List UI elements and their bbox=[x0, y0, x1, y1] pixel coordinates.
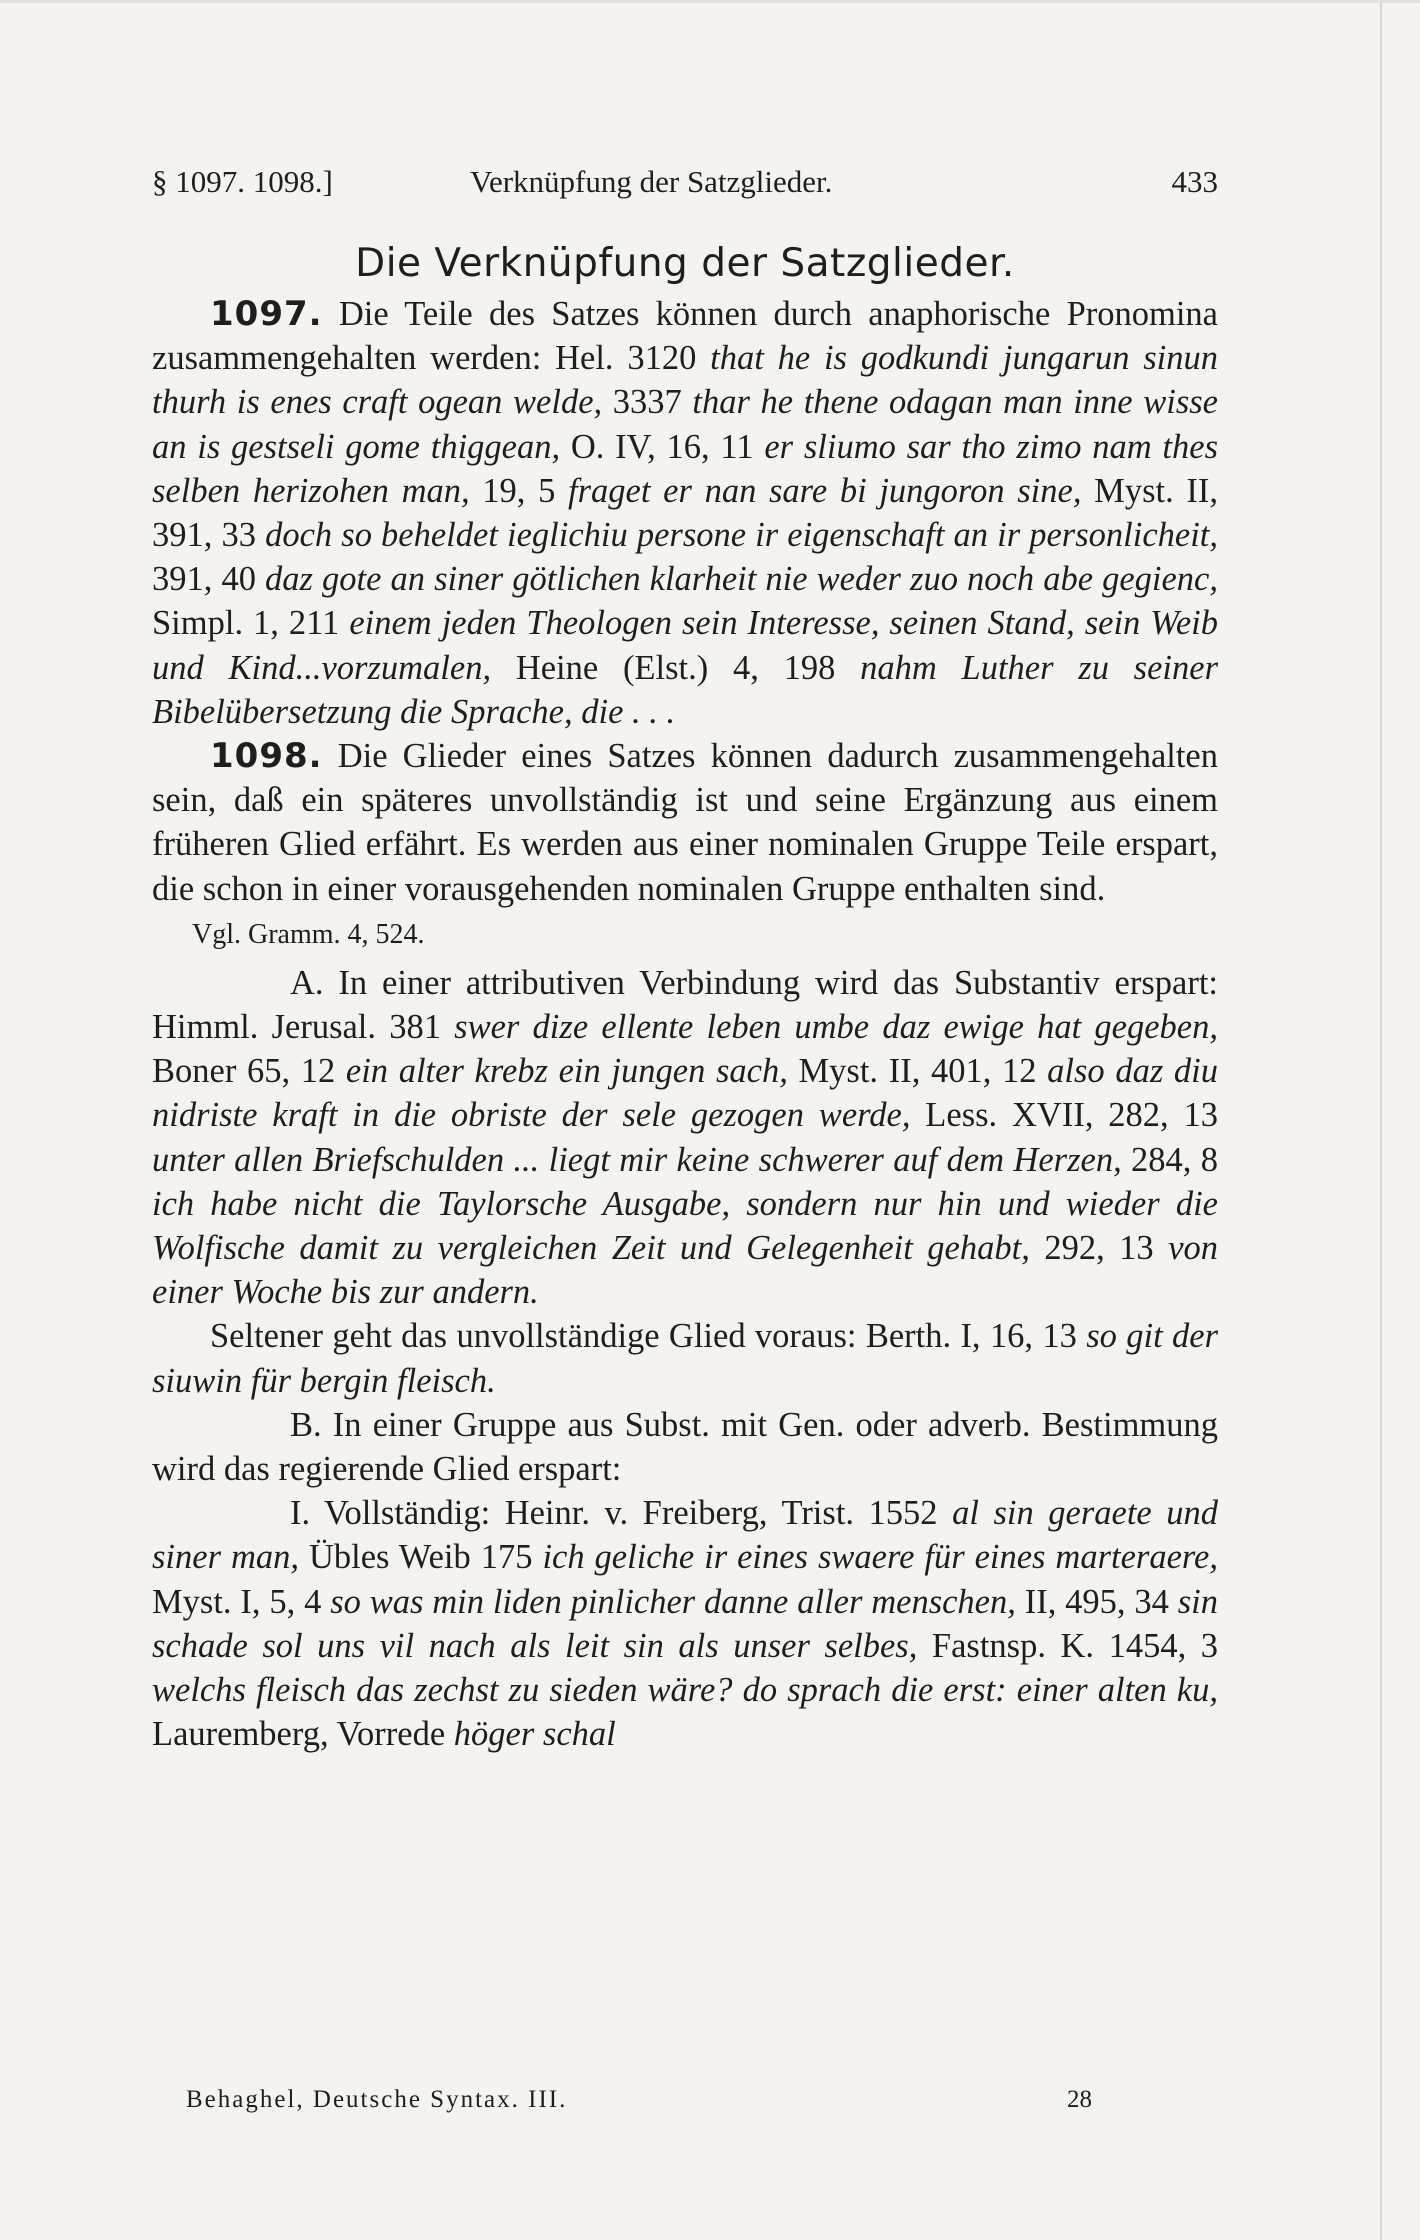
citation: ein alter krebz ein jungen sach, bbox=[345, 1052, 788, 1091]
citation: welchs fleisch das zechst zu sieden wäre? do sprach die erst: einer alten ku, bbox=[152, 1671, 1218, 1710]
citation: daz gote an siner götlichen klarheit nie weder zuo noch abe gegienc, bbox=[265, 560, 1218, 599]
header-running-title: Verknüpfung der Satzglieder. bbox=[470, 164, 833, 199]
paragraph-1097: 1097. Die Teile des Satzes können durch anaphorische Pronomina zusammengehalten werden: Hel. 3120 that he is godkundi jungarun sinun thurh is enes craft ogean welde, 3337 thar he thene odagan man inne wisse an is gestseli gome thiggean, O. IV, 16, 11 er sliumo sar tho zimo nam thes selben herizohen man, 19, 5 fraget er nan sare bi jungoron sine, Myst. II, 391, 33 doch so beheldet ieglichiu persone ir eigenschaft an ir personlicheit, 391, 40 daz gote an siner götlichen klarheit nie weder zuo noch abe gegienc, Simpl. 1, 211 einem jeden Theologen sein Interesse, seinen Stand, sein Weib und Kind...vorzumalen, Heine (Elst.) 4, 198 nahm Luther zu seiner Bibelübersetzung die Sprache, die . . . bbox=[152, 294, 1218, 731]
paragraph-section-a: A. In einer attributiven Verbindung wird das Substantiv erspart: Himml. Jerusal. 381 swer dize ellente leben umbe daz ewige hat gegeben, Boner 65, 12 ein alter krebz ein jungen sach, Myst. II, 401, 12 also daz diu nidriste kraft in die obriste der sele gezogen werde, Less. XVII, 282, 13 unter allen Briefschulden ... liegt mir keine schwerer auf dem Herzen, 284, 8 ich habe nicht die Taylorsche Ausgabe, sondern nur hin und wieder die Wolfische damit zu vergleichen Zeit und Gelegenheit gehabt, 292, 13 von einer Woche bis zur andern. bbox=[152, 963, 1219, 1312]
citation: so git der siuwin für bergin fleisch. bbox=[152, 1317, 1218, 1400]
paragraph-section-b-i: I. Vollständig: Heinr. v. Freiberg, Trist. 1552 al sin geraete und siner man, Übles Weib 175 ich geliche ir eines swaere für eines marteraere, Myst. I, 5, 4 so was min liden pinlicher danne aller menschen, II, 495, 34 sin schade sol uns vil nach als leit sin als unser selbes, Fastnsp. K. 1454, 3 welchs fleisch das zechst zu sieden wäre? do sprach die erst: einer alten ku, Lauremberg, Vorrede höger schal bbox=[152, 1494, 1219, 1754]
citation: fraget er nan sare bi jungoron sine, bbox=[568, 471, 1082, 510]
footer-signature-mark: 28 bbox=[1067, 2086, 1092, 2113]
section-number-1098: 1098. bbox=[210, 736, 323, 777]
citation: al sin geraete und siner man, bbox=[152, 1494, 1219, 1577]
header-section-range: § 1097. 1098.] bbox=[152, 164, 333, 199]
citation: von einer Woche bis zur andern. bbox=[152, 1229, 1219, 1312]
page-footer bbox=[186, 2082, 1092, 2118]
paragraph-seltener: Seltener geht das unvollständige Glied voraus: Berth. I, 16, 13 so git der siuwin für bergin fleisch. bbox=[152, 1317, 1218, 1400]
citation: unter allen Briefschulden ... liegt mir keine schwerer auf dem Herzen, bbox=[152, 1140, 1122, 1179]
citation: nahm Luther zu seiner Bibelübersetzung die Sprache, die . . . bbox=[152, 648, 1218, 731]
citation: ich habe nicht die Taylorsche Ausgabe, sondern nur hin und wieder die Wolfische damit zu vergleichen Zeit und Gelegenheit gehabt, bbox=[152, 1184, 1218, 1268]
citation: er sliumo sar tho zimo nam thes selben herizohen man, bbox=[152, 427, 1218, 510]
citation: ich geliche ir eines swaere für eines marteraere, bbox=[542, 1538, 1218, 1577]
footer-author-title: Behaghel, Deutsche Syntax. III. bbox=[186, 2086, 568, 2113]
citation: höger schal bbox=[453, 1715, 616, 1754]
paragraph-1098: 1098. Die Glieder eines Satzes können dadurch zusammengehalten sein, daß ein späteres unvollständig ist und seine Ergänzung aus einem früheren Glied erfährt. Es werden aus einer nominalen Gruppe Teile erspart, die schon in einer vorausgehenden nominalen Gruppe enthalten sind. bbox=[152, 736, 1218, 908]
citation: so was min liden pinlicher danne aller menschen, bbox=[330, 1582, 1016, 1621]
running-header bbox=[152, 160, 1218, 204]
paragraph-section-b: B. In einer Gruppe aus Subst. mit Gen. oder adverb. Bestimmung wird das regierende Glied erspart: bbox=[152, 1405, 1218, 1489]
chapter-title: Die Verknüpfung der Satzglieder. bbox=[355, 241, 1015, 286]
page-top-edge bbox=[0, 0, 1420, 3]
header-page-number: 433 bbox=[1171, 164, 1218, 199]
citation: einem jeden Theologen sein Interesse, seinen Stand, sein Weib und Kind...vorzumalen, bbox=[152, 604, 1218, 687]
citation: that he is godkundi jungarun sinun thurh is enes craft ogean welde, bbox=[152, 339, 1218, 422]
section-number-1097: 1097. bbox=[210, 294, 323, 334]
citation: thar he thene odagan man inne wisse an is gestseli gome thiggean, bbox=[152, 383, 1218, 466]
reference-note: Vgl. Gramm. 4, 524. bbox=[192, 918, 425, 950]
citation: sin schade sol uns vil nach als leit sin als unser selbes, bbox=[152, 1582, 1218, 1665]
citation: doch so beheldet ieglichiu persone ir eigenschaft an ir personlicheit, bbox=[265, 516, 1218, 555]
citation: also daz diu nidriste kraft in die obriste der sele gezogen werde, bbox=[152, 1052, 1218, 1135]
citation: swer dize ellente leben umbe daz ewige hat gegeben, bbox=[454, 1008, 1218, 1047]
page-edge-shadow bbox=[1380, 0, 1382, 2240]
body-text bbox=[152, 292, 1218, 1757]
